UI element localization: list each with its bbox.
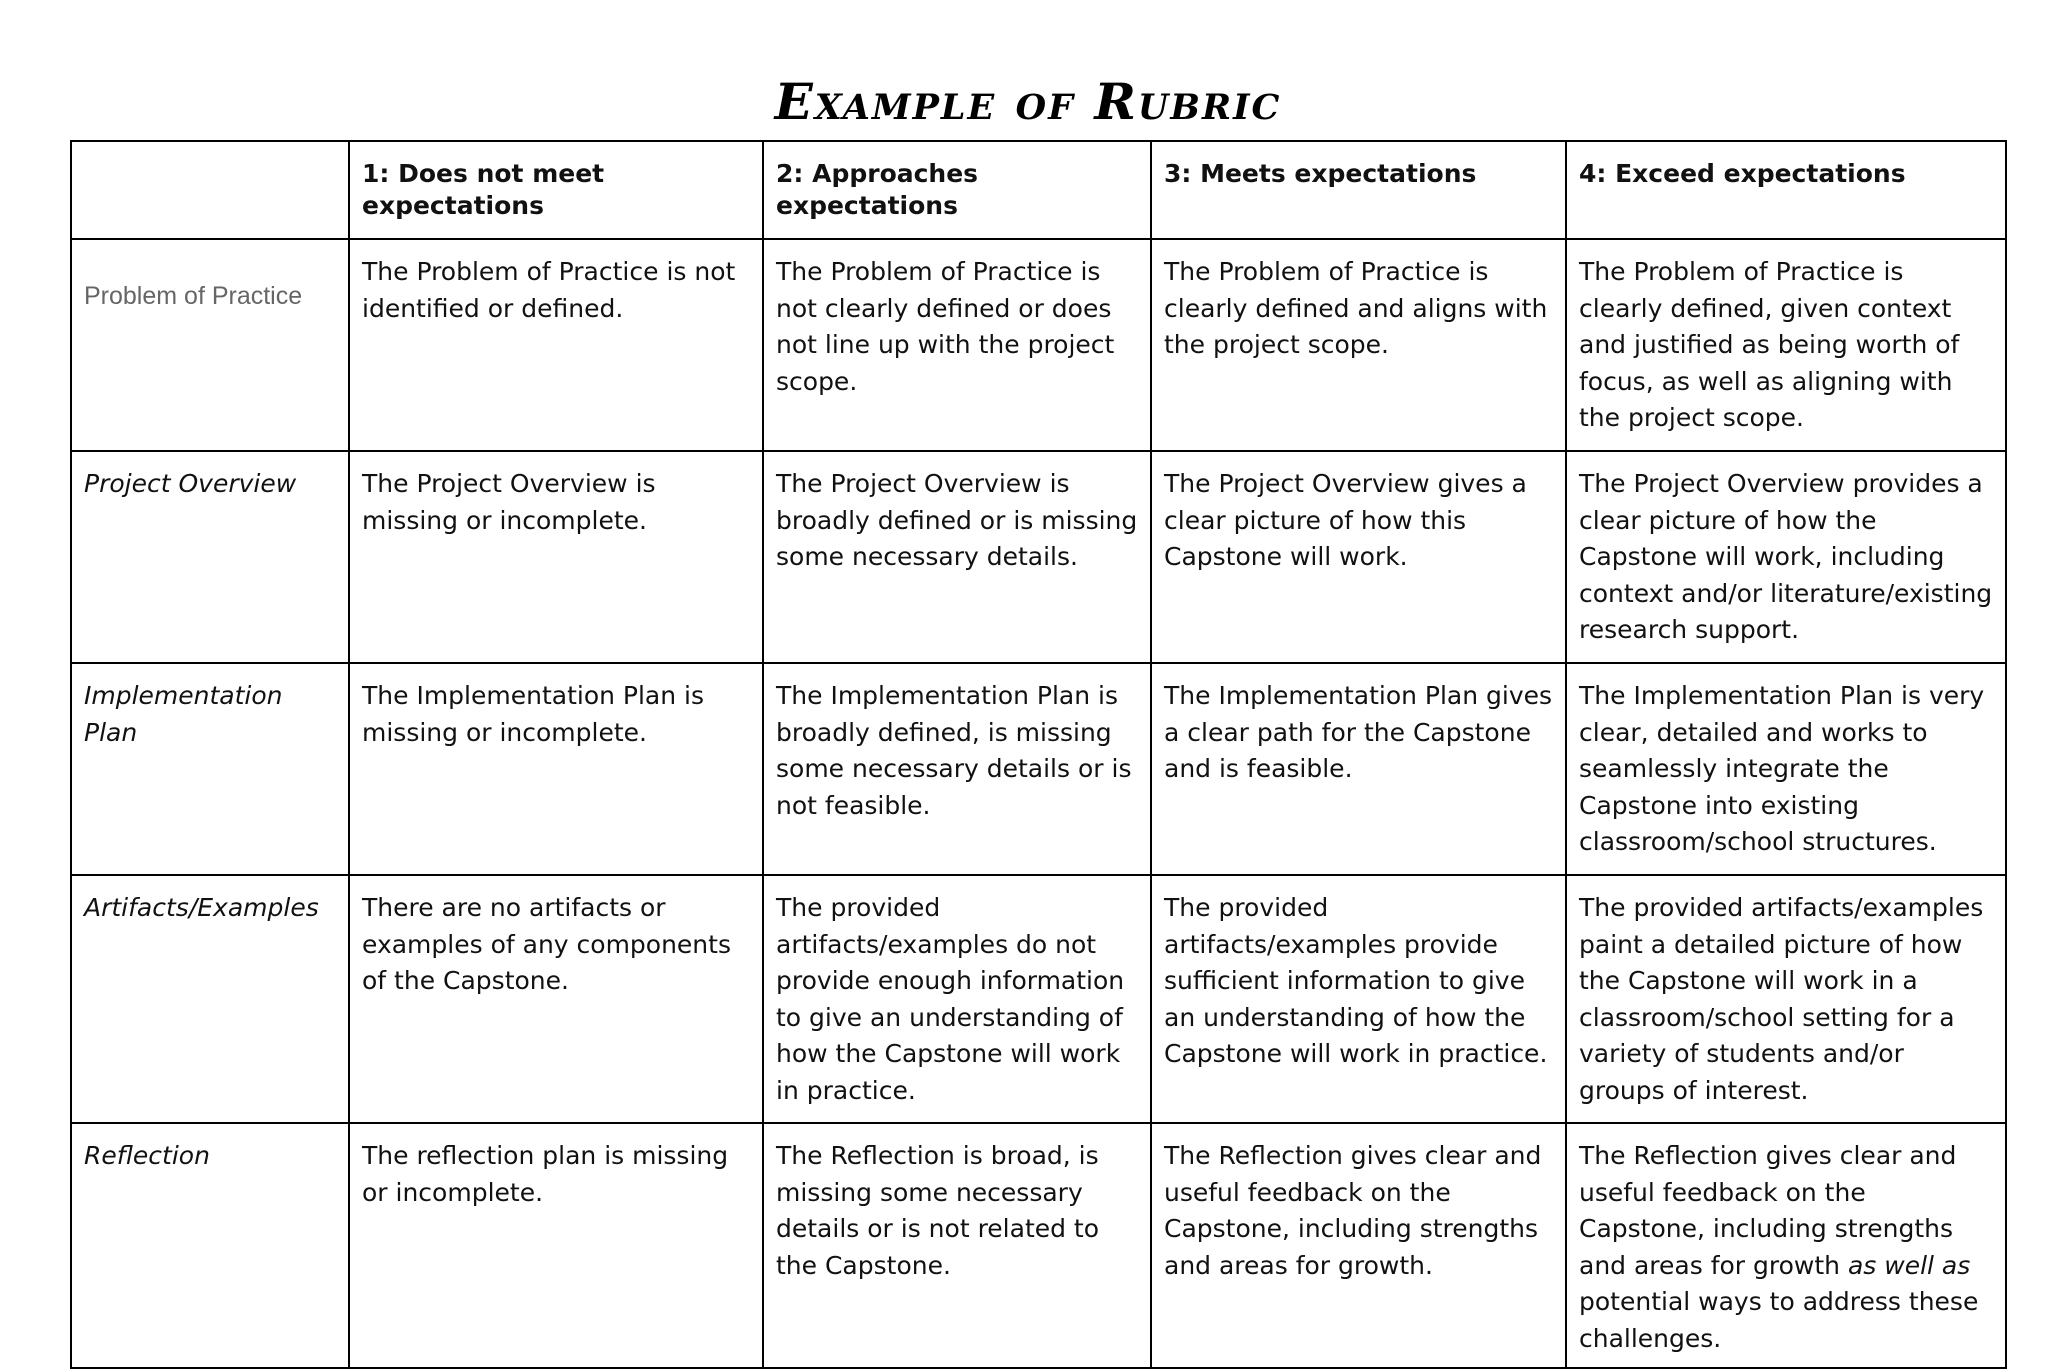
table-header-row [71, 141, 2006, 239]
table-cell: The Implementation Plan gives a clear path for the Capstone and is feasible. [1151, 663, 1566, 875]
criterion-cell: Reflection [71, 1123, 349, 1368]
table-cell: The Problem of Practice is not identified or defined. [349, 239, 763, 451]
column-header-empty [71, 141, 349, 239]
table-cell: The Project Overview is missing or incomplete. [349, 451, 763, 663]
table-cell: The Project Overview gives a clear picture of how this Capstone will work. [1151, 451, 1566, 663]
table-cell: The provided artifacts/examples provide sufficient information to give an understanding of how the Capstone will work in practice. [1151, 875, 1566, 1123]
table-cell: The Project Overview provides a clear picture of how the Capstone will work, including context and/or literature/existing research support. [1566, 451, 2006, 663]
page-title: Example of Rubric [774, 72, 1282, 131]
criterion-cell: Implementation Plan [71, 663, 349, 875]
table-cell: The provided artifacts/examples paint a detailed picture of how the Capstone will work in a classroom/school setting for a variety of students and/or groups of interest. [1566, 875, 2006, 1123]
column-header-level-1: 1: Does not meet expectations [349, 141, 763, 239]
table-row-project-overview [71, 451, 2006, 663]
table-row-artifacts-examples [71, 875, 2006, 1123]
cell-text-emphasis: as well as [1847, 1250, 1971, 1280]
table-cell: The Implementation Plan is very clear, detailed and works to seamlessly integrate the Capstone into existing classroom/school structures. [1566, 663, 2006, 875]
table-cell: The reflection plan is missing or incomplete. [349, 1123, 763, 1368]
table-cell: The provided artifacts/examples do not provide enough information to give an understanding of how the Capstone will work in practice. [763, 875, 1151, 1123]
cell-text-part: The Reflection gives clear and useful feedback on the Capstone, including strengths and areas for growth [1579, 1141, 1957, 1280]
table-cell: There are no artifacts or examples of any components of the Capstone. [349, 875, 763, 1123]
table-cell: The Reflection gives clear and useful feedback on the Capstone, including strengths and areas for growth. [1151, 1123, 1566, 1368]
rubric-table [70, 140, 2007, 1369]
table-cell: The Reflection is broad, is missing some necessary details or is not related to the Capstone. [763, 1123, 1151, 1368]
cell-text-part: potential ways to address these challenges. [1579, 1287, 1979, 1353]
table-row-problem-of-practice [71, 239, 2006, 451]
table-cell: The Implementation Plan is broadly defined, is missing some necessary details or is not feasible. [763, 663, 1151, 875]
table-cell: The Problem of Practice is clearly defined, given context and justified as being worth of focus, as well as aligning with the project scope. [1566, 239, 2006, 451]
table-cell [1566, 1123, 2006, 1368]
table-cell: The Project Overview is broadly defined or is missing some necessary details. [763, 451, 1151, 663]
table-cell: The Problem of Practice is not clearly defined or does not line up with the project scope. [763, 239, 1151, 451]
table-row-reflection [71, 1123, 2006, 1368]
column-header-level-3: 3: Meets expectations [1151, 141, 1566, 239]
table-cell: The Implementation Plan is missing or incomplete. [349, 663, 763, 875]
criterion-cell: Problem of Practice [71, 239, 349, 451]
column-header-level-4: 4: Exceed expectations [1566, 141, 2006, 239]
table-row-implementation-plan [71, 663, 2006, 875]
table-cell: The Problem of Practice is clearly defined and aligns with the project scope. [1151, 239, 1566, 451]
criterion-cell: Project Overview [71, 451, 349, 663]
criterion-cell: Artifacts/Examples [71, 875, 349, 1123]
column-header-level-2: 2: Approaches expectations [763, 141, 1151, 239]
